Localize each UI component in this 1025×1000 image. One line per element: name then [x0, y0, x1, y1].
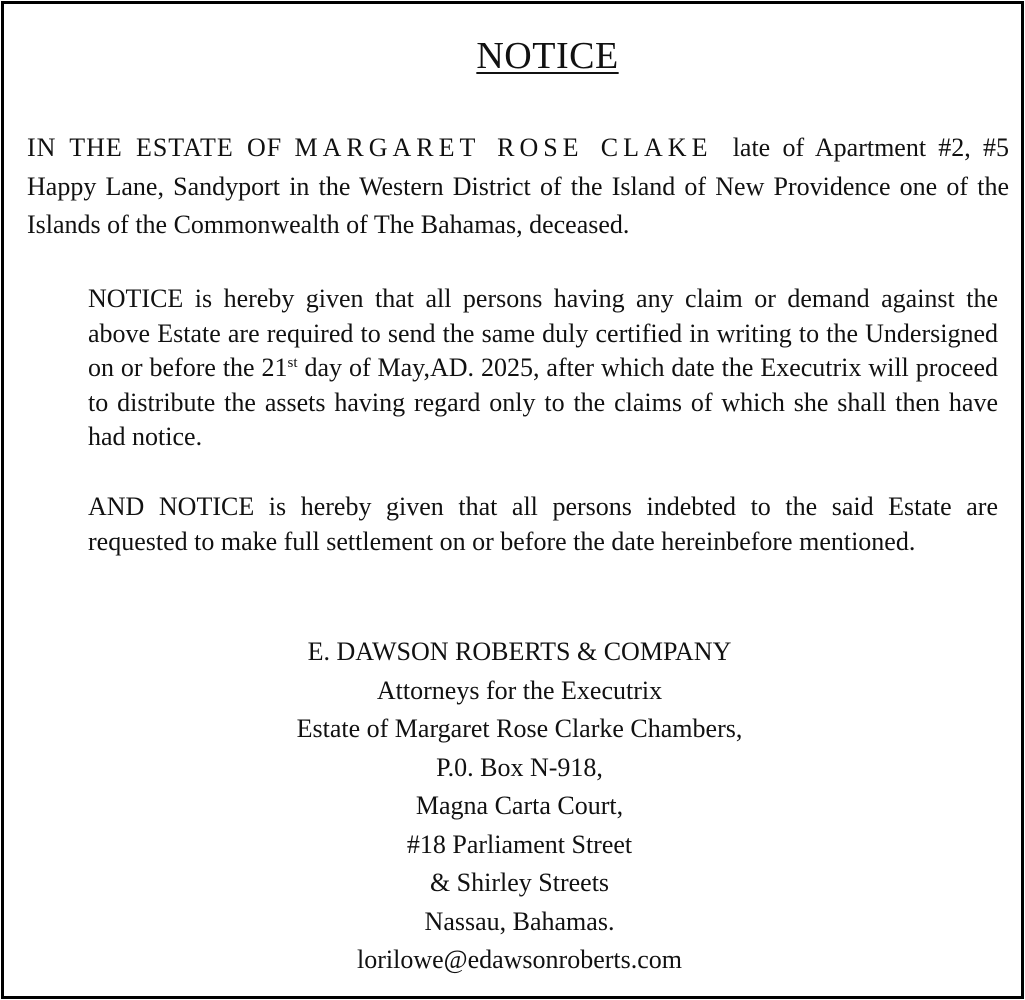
city-country: Nassau, Bahamas. [424, 906, 615, 936]
estate-description: late of Apartment #2, #5 Happy Lane, Sandyport in the Western District of the Island of New Providence one of the Islands of the Commonwealth of The Bahamas, deceased. [27, 133, 1010, 239]
notice-title: NOTICE [476, 35, 619, 77]
notice-frame [1, 1, 1024, 999]
estate-intro [27, 129, 1009, 245]
date-ordinal-suffix: st [287, 355, 298, 371]
firm-name: E. DAWSON ROBERTS & COMPANY [307, 637, 732, 666]
contact-email: lorilowe@edawsonroberts.com [356, 945, 683, 974]
estate-prefix: IN THE ESTATE OF [27, 133, 283, 162]
po-box: P.0. Box N-918, [436, 752, 603, 782]
debts-paragraph: AND NOTICE is hereby given that all persons indebted to the said Estate are requested to make full settlement on or before the date hereinbefore mentioned. [88, 492, 998, 556]
signature-block [4, 633, 1025, 980]
deceased-name: MARGARET ROSE CLAKE [294, 133, 713, 162]
street-address: #18 Parliament Street [406, 829, 633, 859]
claims-text-after-date: day of May,AD. 2025, after which date the Executrix will proceed to distribute the assets having regard only to the claims of which she shall then have had notice. [88, 353, 998, 451]
estate-line: Estate of Margaret Rose Clarke Chambers, [296, 714, 743, 743]
building-name: Magna Carta Court, [415, 791, 624, 820]
firm-role: Attorneys for the Executrix [376, 675, 663, 705]
claims-text-before-date: NOTICE is hereby given that all persons having any claim or demand against the above Estate are required to send the same duly certified in writing to the Undersigned on or before the 21 [88, 284, 998, 382]
claims-paragraph [88, 282, 998, 455]
cross-street: & Shirley Streets [429, 868, 610, 897]
